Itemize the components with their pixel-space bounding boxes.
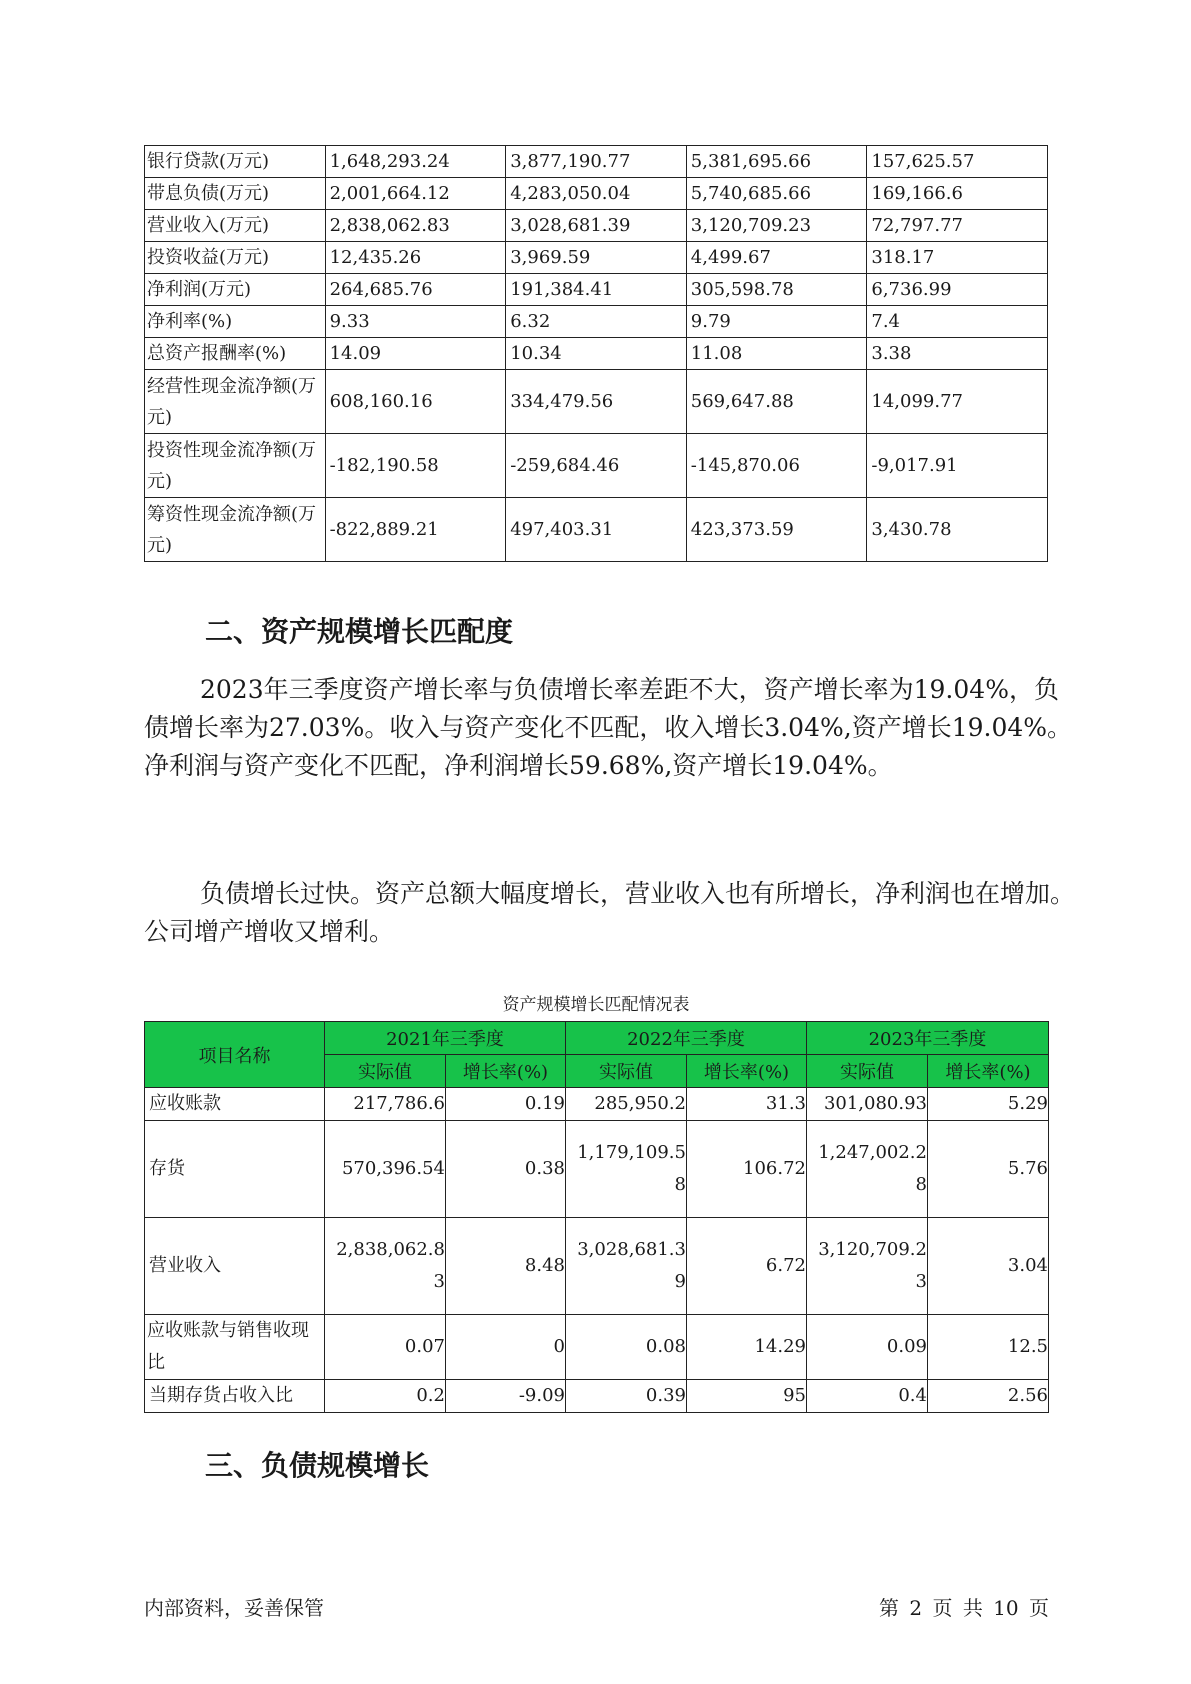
table-cell: 12.5 bbox=[928, 1315, 1049, 1380]
row-label: 净利率(%) bbox=[145, 306, 326, 338]
table-cell: 3,430.78 bbox=[867, 498, 1048, 562]
table-row bbox=[145, 1088, 1049, 1121]
asset-growth-table bbox=[144, 1021, 1049, 1413]
table-cell: 3.38 bbox=[867, 338, 1048, 370]
table-row bbox=[145, 370, 1048, 434]
header-actual: 实际值 bbox=[566, 1055, 687, 1088]
table-cell: 8.48 bbox=[446, 1218, 566, 1315]
table-cell: 31.3 bbox=[687, 1088, 807, 1121]
table-cell: 157,625.57 bbox=[867, 146, 1048, 178]
table-cell: 3,028,681.39 bbox=[566, 1218, 687, 1315]
table-row bbox=[145, 1380, 1049, 1413]
table-cell: 6,736.99 bbox=[867, 274, 1048, 306]
table-row bbox=[145, 242, 1048, 274]
footer-confidential-note: 内部资料，妥善保管 bbox=[144, 1596, 324, 1620]
table-cell: 2.56 bbox=[928, 1380, 1049, 1413]
header-actual: 实际值 bbox=[325, 1055, 446, 1088]
table-cell: 2,001,664.12 bbox=[325, 178, 506, 210]
table-cell: 0.4 bbox=[807, 1380, 928, 1413]
table-cell: 3,028,681.39 bbox=[506, 210, 687, 242]
table-cell: -145,870.06 bbox=[686, 434, 867, 498]
table-cell: 569,647.88 bbox=[686, 370, 867, 434]
table-cell: 6.72 bbox=[687, 1218, 807, 1315]
table-cell: 0.07 bbox=[325, 1315, 446, 1380]
table-row bbox=[145, 274, 1048, 306]
table-cell: 11.08 bbox=[686, 338, 867, 370]
table-cell: 217,786.6 bbox=[325, 1088, 446, 1121]
table-cell: 5,740,685.66 bbox=[686, 178, 867, 210]
paragraph: 负债增长过快。资产总额大幅度增长，营业收入也有所增长，净利润也在增加。公司增产增收又增利。 bbox=[144, 879, 1076, 946]
table-cell: 14.29 bbox=[687, 1315, 807, 1380]
paragraph: 2023年三季度资产增长率与负债增长率差距不大，资产增长率为19.04%，负债增长率为27.03%。收入与资产变化不匹配，收入增长3.04%,资产增长19.04%。净利润与资产变化不匹配，净利润增长59.68%,资产增长19.04%。 bbox=[144, 675, 1073, 780]
table-cell: 3,877,190.77 bbox=[506, 146, 687, 178]
header-row bbox=[145, 1022, 1049, 1055]
table-cell: 1,179,109.58 bbox=[566, 1121, 687, 1218]
header-period: 2023年三季度 bbox=[807, 1022, 1049, 1055]
header-period: 2021年三季度 bbox=[325, 1022, 566, 1055]
table-cell: -9.09 bbox=[446, 1380, 566, 1413]
financial-indicators-table bbox=[144, 145, 1048, 562]
table-cell: 334,479.56 bbox=[506, 370, 687, 434]
table-cell: 1,247,002.28 bbox=[807, 1121, 928, 1218]
table-row bbox=[145, 434, 1048, 498]
table-cell: 318.17 bbox=[867, 242, 1048, 274]
table-row bbox=[145, 210, 1048, 242]
table-cell: -259,684.46 bbox=[506, 434, 687, 498]
row-label: 营业收入(万元) bbox=[145, 210, 326, 242]
table-row bbox=[145, 1315, 1049, 1380]
table-cell: 9.79 bbox=[686, 306, 867, 338]
row-label: 当期存货占收入比 bbox=[145, 1380, 325, 1413]
table-row bbox=[145, 498, 1048, 562]
table-cell: 3,120,709.23 bbox=[807, 1218, 928, 1315]
table-cell: 301,080.93 bbox=[807, 1088, 928, 1121]
header-period: 2022年三季度 bbox=[566, 1022, 807, 1055]
table-row bbox=[145, 338, 1048, 370]
table-cell: 0.09 bbox=[807, 1315, 928, 1380]
header-item-name: 项目名称 bbox=[145, 1022, 325, 1088]
section-heading: 三、负债规模增长 bbox=[205, 1449, 430, 1482]
table-cell: 72,797.77 bbox=[867, 210, 1048, 242]
table-cell: 95 bbox=[687, 1380, 807, 1413]
table-caption: 资产规模增长匹配情况表 bbox=[502, 995, 690, 1015]
table-cell: 106.72 bbox=[687, 1121, 807, 1218]
header-growth: 增长率(%) bbox=[446, 1055, 566, 1088]
header-growth: 增长率(%) bbox=[928, 1055, 1049, 1088]
table-cell: 2,838,062.83 bbox=[325, 210, 506, 242]
table-cell: 285,950.2 bbox=[566, 1088, 687, 1121]
row-label: 投资收益(万元) bbox=[145, 242, 326, 274]
table-cell: 4,499.67 bbox=[686, 242, 867, 274]
table-cell: 10.34 bbox=[506, 338, 687, 370]
table-row bbox=[145, 178, 1048, 210]
row-label: 投资性现金流净额(万元) bbox=[145, 434, 326, 498]
table-cell: 6.32 bbox=[506, 306, 687, 338]
table-cell: -9,017.91 bbox=[867, 434, 1048, 498]
table-cell: 5,381,695.66 bbox=[686, 146, 867, 178]
row-label: 总资产报酬率(%) bbox=[145, 338, 326, 370]
table-cell: 608,160.16 bbox=[325, 370, 506, 434]
table-cell: 264,685.76 bbox=[325, 274, 506, 306]
table-cell: 9.33 bbox=[325, 306, 506, 338]
table-cell: 3,120,709.23 bbox=[686, 210, 867, 242]
footer-page-number: 第 2 页 共 10 页 bbox=[879, 1596, 1049, 1620]
row-label: 筹资性现金流净额(万元) bbox=[145, 498, 326, 562]
table-cell: 305,598.78 bbox=[686, 274, 867, 306]
row-label: 经营性现金流净额(万元) bbox=[145, 370, 326, 434]
row-label: 净利润(万元) bbox=[145, 274, 326, 306]
table-cell: 12,435.26 bbox=[325, 242, 506, 274]
table-cell: 4,283,050.04 bbox=[506, 178, 687, 210]
table-row bbox=[145, 146, 1048, 178]
row-label: 应收账款与销售收现比 bbox=[145, 1315, 325, 1380]
table-cell: 0.19 bbox=[446, 1088, 566, 1121]
table-cell: 0.2 bbox=[325, 1380, 446, 1413]
table-cell: 14,099.77 bbox=[867, 370, 1048, 434]
table-row bbox=[145, 1121, 1049, 1218]
table-cell: 423,373.59 bbox=[686, 498, 867, 562]
table-row bbox=[145, 1218, 1049, 1315]
row-label: 存货 bbox=[145, 1121, 325, 1218]
section-heading: 二、资产规模增长匹配度 bbox=[205, 615, 514, 648]
table-cell: 0.39 bbox=[566, 1380, 687, 1413]
header-actual: 实际值 bbox=[807, 1055, 928, 1088]
table-cell: 0.08 bbox=[566, 1315, 687, 1380]
table-row bbox=[145, 306, 1048, 338]
row-label: 银行贷款(万元) bbox=[145, 146, 326, 178]
table-cell: 5.76 bbox=[928, 1121, 1049, 1218]
table-cell: 1,648,293.24 bbox=[325, 146, 506, 178]
header-growth: 增长率(%) bbox=[687, 1055, 807, 1088]
row-label: 营业收入 bbox=[145, 1218, 325, 1315]
table-cell: 7.4 bbox=[867, 306, 1048, 338]
table-cell: 0 bbox=[446, 1315, 566, 1380]
table-cell: -182,190.58 bbox=[325, 434, 506, 498]
table-cell: 3,969.59 bbox=[506, 242, 687, 274]
table-cell: 570,396.54 bbox=[325, 1121, 446, 1218]
table-cell: 497,403.31 bbox=[506, 498, 687, 562]
table-cell: 191,384.41 bbox=[506, 274, 687, 306]
table-cell: 2,838,062.83 bbox=[325, 1218, 446, 1315]
table-cell: 3.04 bbox=[928, 1218, 1049, 1315]
table-cell: 169,166.6 bbox=[867, 178, 1048, 210]
table-cell: 0.38 bbox=[446, 1121, 566, 1218]
row-label: 带息负债(万元) bbox=[145, 178, 326, 210]
row-label: 应收账款 bbox=[145, 1088, 325, 1121]
table-cell: 5.29 bbox=[928, 1088, 1049, 1121]
table-cell: -822,889.21 bbox=[325, 498, 506, 562]
table-cell: 14.09 bbox=[325, 338, 506, 370]
